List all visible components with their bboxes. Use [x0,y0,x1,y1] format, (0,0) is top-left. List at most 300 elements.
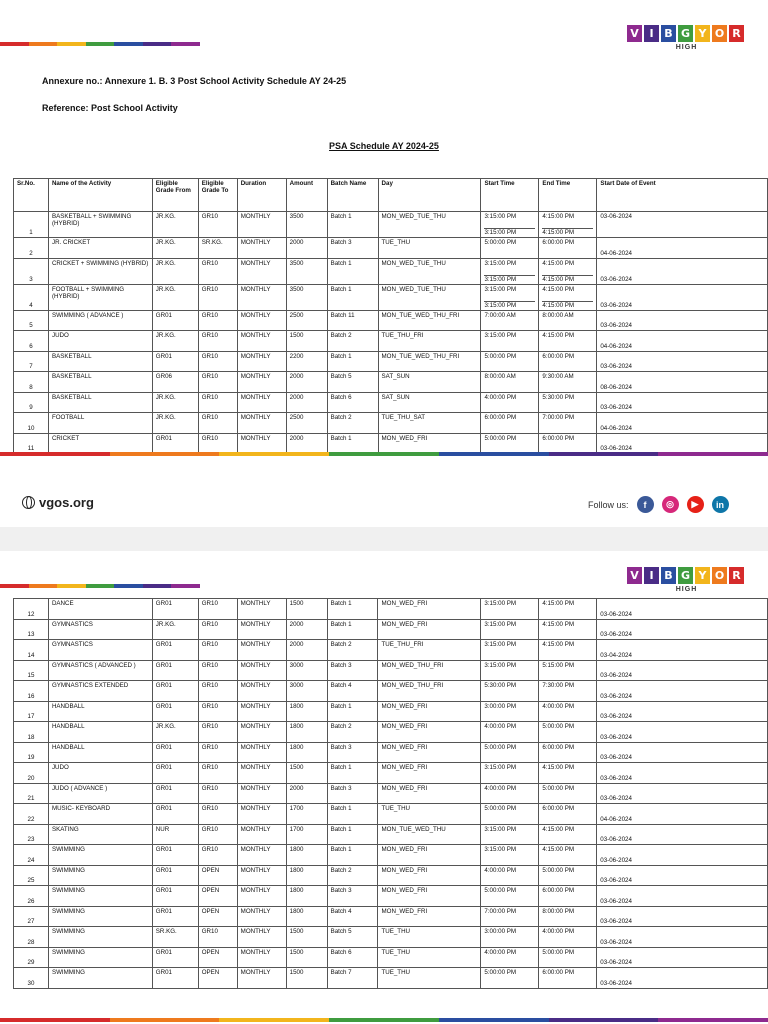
end-time-2: 4:15:00 PM [542,228,593,236]
duration: MONTHLY [240,213,271,220]
activity-name: SWIMMING [51,887,85,894]
duration: MONTHLY [240,805,271,812]
amount: 3500 [289,213,304,220]
grade-to: GR10 [201,641,218,648]
table-row [14,413,768,434]
days: TUE_THU_SAT [381,414,426,421]
serial-number: 15 [27,672,35,679]
grade-to: GR10 [201,434,218,442]
days: MON_WED_FRI [381,723,428,730]
grade-to: GR10 [201,414,218,421]
duration: MONTHLY [240,764,271,771]
duration: MONTHLY [240,332,271,339]
table-row [14,640,768,661]
serial-number: 8 [29,383,33,391]
activity-name: GYMNASTICS [51,641,93,648]
end-time-2: 4:15:00 PM [542,301,593,309]
duration: MONTHLY [240,285,271,293]
grade-to: OPEN [201,948,220,956]
serial-number: 28 [27,938,35,946]
schedule-title: PSA Schedule AY 2024-25 [329,141,439,151]
duration: MONTHLY [240,928,271,935]
table-row [14,742,768,763]
start-date: 03-06-2024 [600,692,632,700]
amount: 3000 [289,682,304,689]
grade-to: GR10 [201,620,218,628]
days: MON_WED_TUE_THU [381,285,446,293]
batch-name: Batch 4 [330,907,352,915]
amount: 1700 [289,805,304,812]
table-row [14,238,768,259]
days: MON_WED_FRI [381,907,428,915]
youtube-icon[interactable]: ▶ [687,496,704,513]
days: MON_WED_FRI [381,434,428,442]
logo-letter: G [678,25,693,42]
activity-name: BASKETBALL [51,352,92,360]
days: MON_WED_TUE_THU [381,259,446,267]
serial-number: 13 [27,631,35,638]
start-time: 3:00:00 PM [484,702,517,710]
start-date: 03-06-2024 [600,445,632,452]
end-time: 5:00:00 PM [542,866,574,874]
logo-letter: Y [695,25,710,42]
grade-to: GR10 [201,702,218,710]
grade-from: GR01 [155,661,172,669]
grade-from: JR.KG. [155,259,176,267]
activity-name: JUDO [51,764,69,771]
days: MON_WED_FRI [381,764,428,771]
column-header: Day [378,179,481,212]
batch-name: Batch 3 [330,239,352,246]
start-time: 3:15:00 PM [484,600,517,607]
logo-letter: V [627,567,642,584]
reference-line: Reference: Post School Activity [42,103,178,113]
serial-number: 25 [27,877,35,884]
start-time: 4:00:00 PM [484,723,517,730]
start-date: 03-06-2024 [600,856,632,864]
duration: MONTHLY [240,259,271,267]
start-date: 04-06-2024 [600,424,632,432]
logo-subtitle: HIGH [675,586,698,593]
batch-name: Batch 1 [330,702,352,710]
header-stripe-page2 [0,584,200,588]
duration: MONTHLY [240,641,271,648]
grade-from: JR.KG. [155,723,176,730]
end-time: 4:15:00 PM [542,600,574,607]
end-time: 4:15:00 PM [542,259,575,267]
grade-to: OPEN [201,969,220,976]
grade-from: JR.KG. [155,393,176,401]
duration: MONTHLY [240,846,271,853]
start-date: 03-06-2024 [600,918,632,925]
end-time: 8:00:00 PM [542,907,574,915]
days: TUE_THU_FRI [381,641,424,648]
start-time: 8:00:00 AM [484,373,516,380]
batch-name: Batch 1 [330,620,352,628]
start-date: 03-06-2024 [600,795,632,802]
serial-number: 9 [29,404,33,411]
amount: 1500 [289,948,304,956]
activity-name: MUSIC- KEYBOARD [51,805,111,812]
batch-name: Batch 6 [330,948,352,956]
stripe-segment [219,452,329,456]
serial-number: 24 [27,856,35,864]
start-date: 08-06-2024 [600,383,632,391]
duration: MONTHLY [240,743,271,751]
end-time: 6:00:00 PM [542,805,574,812]
batch-name: Batch 3 [330,661,352,669]
amount: 2500 [289,414,304,421]
end-time: 6:00:00 PM [542,434,575,442]
stripe-segment [439,452,549,456]
amount: 3500 [289,259,304,267]
activity-name: CRICKET [51,434,80,442]
batch-name: Batch 1 [330,805,352,812]
batch-name: Batch 1 [330,434,352,442]
serial-number: 16 [27,692,35,700]
duration: MONTHLY [240,702,271,710]
stripe-segment [658,452,768,456]
serial-number: 6 [29,342,33,350]
days: SAT_SUN [381,393,410,401]
start-date: 03-06-2024 [600,979,632,987]
logo-letter: I [644,25,659,42]
days: MON_WED_FRI [381,784,428,792]
duration: MONTHLY [240,620,271,628]
grade-from: NUR [155,825,170,833]
start-date: 03-06-2024 [600,672,632,679]
table-row [14,886,768,907]
table-row [14,681,768,702]
activity-name: SWIMMING [51,969,85,976]
duration: MONTHLY [240,352,271,360]
annexure-line: Annexure no.: Annexure 1. B. 3 Post School Activity Schedule AY 24-25 [42,76,347,86]
start-time: 3:15:00 PM [484,846,517,853]
grade-to: GR10 [201,332,218,339]
grade-from: GR01 [155,846,172,853]
grade-to: GR10 [201,764,218,771]
grade-to: GR10 [201,682,218,689]
duration: MONTHLY [240,434,271,442]
page-gap [0,527,768,551]
stripe-segment [549,1018,659,1022]
duration: MONTHLY [240,723,271,730]
stripe-segment [143,584,172,588]
grade-from: SR.KG. [155,928,177,935]
grade-from: GR01 [155,600,172,607]
days: TUE_THU_FRI [381,332,424,339]
stripe-segment [171,584,200,588]
facebook-icon[interactable]: f [637,496,654,513]
column-header: Name of the Activity [48,179,152,212]
days: MON_WED_FRI [381,866,428,874]
serial-number: 4 [29,301,33,309]
days: MON_TUE_WED_THU_FRI [381,352,460,360]
amount: 1800 [289,702,304,710]
grade-from: JR.KG. [155,332,176,339]
stripe-segment [219,1018,329,1022]
grade-from: GR01 [155,311,172,319]
start-date: 03-06-2024 [600,275,632,283]
start-date: 03-06-2024 [600,754,632,761]
days: MON_WED_FRI [381,846,428,853]
logo-letter: B [661,567,676,584]
start-date: 03-06-2024 [600,322,632,329]
start-time-2: 3:15:00 PM [484,301,535,309]
days: TUE_THU [381,805,411,812]
start-date: 03-06-2024 [600,959,632,966]
website-link[interactable] [22,495,94,510]
batch-name: Batch 2 [330,641,352,648]
days: MON_WED_FRI [381,620,428,628]
header-stripe [0,42,200,46]
grade-to: GR10 [201,805,218,812]
serial-number: 18 [27,733,35,741]
serial-number: 5 [29,322,33,329]
start-date: 04-06-2024 [600,815,632,823]
grade-to: GR10 [201,311,218,319]
stripe-segment [86,584,115,588]
column-header: Eligible Grade From [152,179,198,212]
stripe-segment [0,42,29,46]
logo-letter: O [712,25,727,42]
batch-name: Batch 6 [330,393,352,401]
end-time: 5:00:00 PM [542,784,574,792]
column-header: Duration [237,179,286,212]
stripe-segment [29,42,58,46]
vibgyor-logo [627,25,746,51]
end-time: 5:15:00 PM [542,661,574,669]
table-row [14,372,768,393]
logo-letter: V [627,25,642,42]
table-row [14,947,768,968]
grade-to: GR10 [201,928,218,935]
table-row [14,619,768,640]
batch-name: Batch 1 [330,764,352,771]
start-time: 5:00:00 PM [484,969,517,976]
batch-name: Batch 7 [330,969,352,976]
serial-number: 7 [29,363,33,370]
grade-from: JR.KG. [155,285,176,293]
batch-name: Batch 2 [330,866,352,874]
grade-to: GR10 [201,723,218,730]
stripe-segment [57,42,86,46]
activity-name: BASKETBALL [51,373,92,380]
column-header: Eligible Grade To [198,179,237,212]
batch-name: Batch 5 [330,928,352,935]
grade-from: JR.KG. [155,620,176,628]
batch-name: Batch 1 [330,600,352,607]
start-time: 3:15:00 PM [484,285,517,293]
end-time: 6:00:00 PM [542,743,574,751]
end-time: 6:00:00 PM [542,352,575,360]
end-time: 4:15:00 PM [542,285,575,293]
activity-name: FOOTBALL + SWIMMING (HYBRID) [51,285,125,300]
amount: 2000 [289,784,304,792]
start-time: 3:15:00 PM [484,661,517,669]
stripe-segment [171,42,200,46]
table-row [14,927,768,948]
start-date: 03-04-2024 [600,651,632,659]
end-time: 4:15:00 PM [542,846,574,853]
end-time: 8:00:00 AM [542,311,574,319]
serial-number: 22 [27,815,35,823]
grade-from: GR01 [155,682,172,689]
start-time: 3:15:00 PM [484,620,517,628]
logo-subtitle: HIGH [675,44,698,51]
table-row [14,310,768,331]
table-row [14,212,768,238]
column-header: Sr.No. [14,179,49,212]
table-row [14,701,768,722]
batch-name: Batch 11 [330,311,355,319]
days: MON_WED_FRI [381,600,428,607]
column-header: Amount [286,179,327,212]
serial-number: 23 [27,836,35,843]
activity-name: SWIMMING ( ADVANCE ) [51,311,124,319]
start-date: 03-06-2024 [600,938,632,946]
batch-name: Batch 1 [330,259,352,267]
table-row [14,351,768,372]
bottom-stripe [0,1018,768,1022]
serial-number: 3 [29,275,33,283]
start-date: 04-06-2024 [600,249,632,257]
start-time: 3:00:00 PM [484,928,517,935]
days: TUE_THU [381,969,411,976]
start-time: 7:00:00 AM [484,311,516,319]
end-time: 4:00:00 PM [542,702,574,710]
duration: MONTHLY [240,907,271,915]
grade-from: GR01 [155,887,172,894]
start-time: 4:00:00 PM [484,784,517,792]
start-time: 5:00:00 PM [484,887,517,894]
duration: MONTHLY [240,969,271,976]
days: TUE_THU [381,928,411,935]
follow-label: Follow us: [588,499,629,510]
table-row [14,865,768,886]
stripe-segment [0,1018,110,1022]
grade-to: GR10 [201,846,218,853]
duration: MONTHLY [240,373,271,380]
activity-name: SWIMMING [51,866,85,874]
grade-from: GR01 [155,743,172,751]
table-row [14,783,768,804]
table-row [14,824,768,845]
grade-from: JR.KG. [155,213,176,220]
stripe-segment [110,1018,220,1022]
start-time: 3:15:00 PM [484,213,517,220]
grade-from: GR01 [155,352,172,360]
activity-name: JR. CRICKET [51,239,91,246]
start-date: 03-06-2024 [600,713,632,720]
grade-from: GR06 [155,373,172,380]
activity-name: HANDBALL [51,702,85,710]
grade-to: GR10 [201,661,218,669]
grade-to: GR10 [201,825,218,833]
grade-to: GR10 [201,393,218,401]
table-row [14,845,768,866]
table-row [14,722,768,743]
stripe-segment [329,452,439,456]
duration: MONTHLY [240,414,271,421]
logo-letter: Y [695,567,710,584]
grade-to: GR10 [201,352,218,360]
grade-to: OPEN [201,887,220,894]
activity-name: BASKETBALL + SWIMMING (HYBRID) [51,213,132,227]
table-row [14,804,768,825]
days: TUE_THU [381,948,411,956]
batch-name: Batch 1 [330,825,352,833]
days: SAT_SUN [381,373,410,380]
activity-name: GYMNASTICS EXTENDED [51,682,129,689]
logo-letter: O [712,567,727,584]
instagram-icon[interactable]: ◎ [662,496,679,513]
website-text: vgos.org [39,495,94,510]
batch-name: Batch 2 [330,723,352,730]
amount: 1800 [289,866,304,874]
grade-to: GR10 [201,784,218,792]
grade-to: OPEN [201,866,220,874]
schedule-table-page2 [13,598,768,989]
amount: 2500 [289,311,304,319]
batch-name: Batch 4 [330,682,352,689]
duration: MONTHLY [240,866,271,874]
batch-name: Batch 3 [330,887,352,894]
duration: MONTHLY [240,825,271,833]
days: MON_WED_THU_FRI [381,682,444,689]
amount: 1500 [289,764,304,771]
stripe-segment [114,584,143,588]
batch-name: Batch 1 [330,352,352,360]
amount: 2000 [289,373,304,380]
end-time: 5:30:00 PM [542,393,575,401]
grade-to: GR10 [201,285,218,293]
activity-name: SKATING [51,825,79,833]
stripe-segment [439,1018,549,1022]
grade-to: OPEN [201,907,220,915]
grade-to: GR10 [201,743,218,751]
serial-number: 17 [27,713,35,720]
start-time: 5:00:00 PM [484,434,517,442]
logo-letter: R [729,25,744,42]
days: MON_TUE_WED_THU_FRI [381,311,460,319]
end-time: 4:15:00 PM [542,764,574,771]
serial-number: 14 [27,651,35,659]
table-row [14,660,768,681]
grade-from: GR01 [155,969,172,976]
serial-number: 10 [27,424,35,432]
activity-name: SWIMMING [51,846,85,853]
table-row [14,258,768,284]
amount: 2000 [289,393,304,401]
duration: MONTHLY [240,948,271,956]
batch-name: Batch 1 [330,846,352,853]
days: MON_WED_FRI [381,887,428,894]
batch-name: Batch 3 [330,743,352,751]
table-row [14,763,768,784]
amount: 2000 [289,239,304,246]
end-time: 6:00:00 PM [542,887,574,894]
duration: MONTHLY [240,661,271,669]
serial-number: 2 [29,249,33,257]
stripe-segment [86,42,115,46]
linkedin-icon[interactable]: in [712,496,729,513]
days: TUE_THU [381,239,411,246]
activity-name: FOOTBALL [51,414,85,421]
activity-name: JUDO [51,332,69,339]
end-time: 5:00:00 PM [542,723,574,730]
amount: 1500 [289,600,304,607]
